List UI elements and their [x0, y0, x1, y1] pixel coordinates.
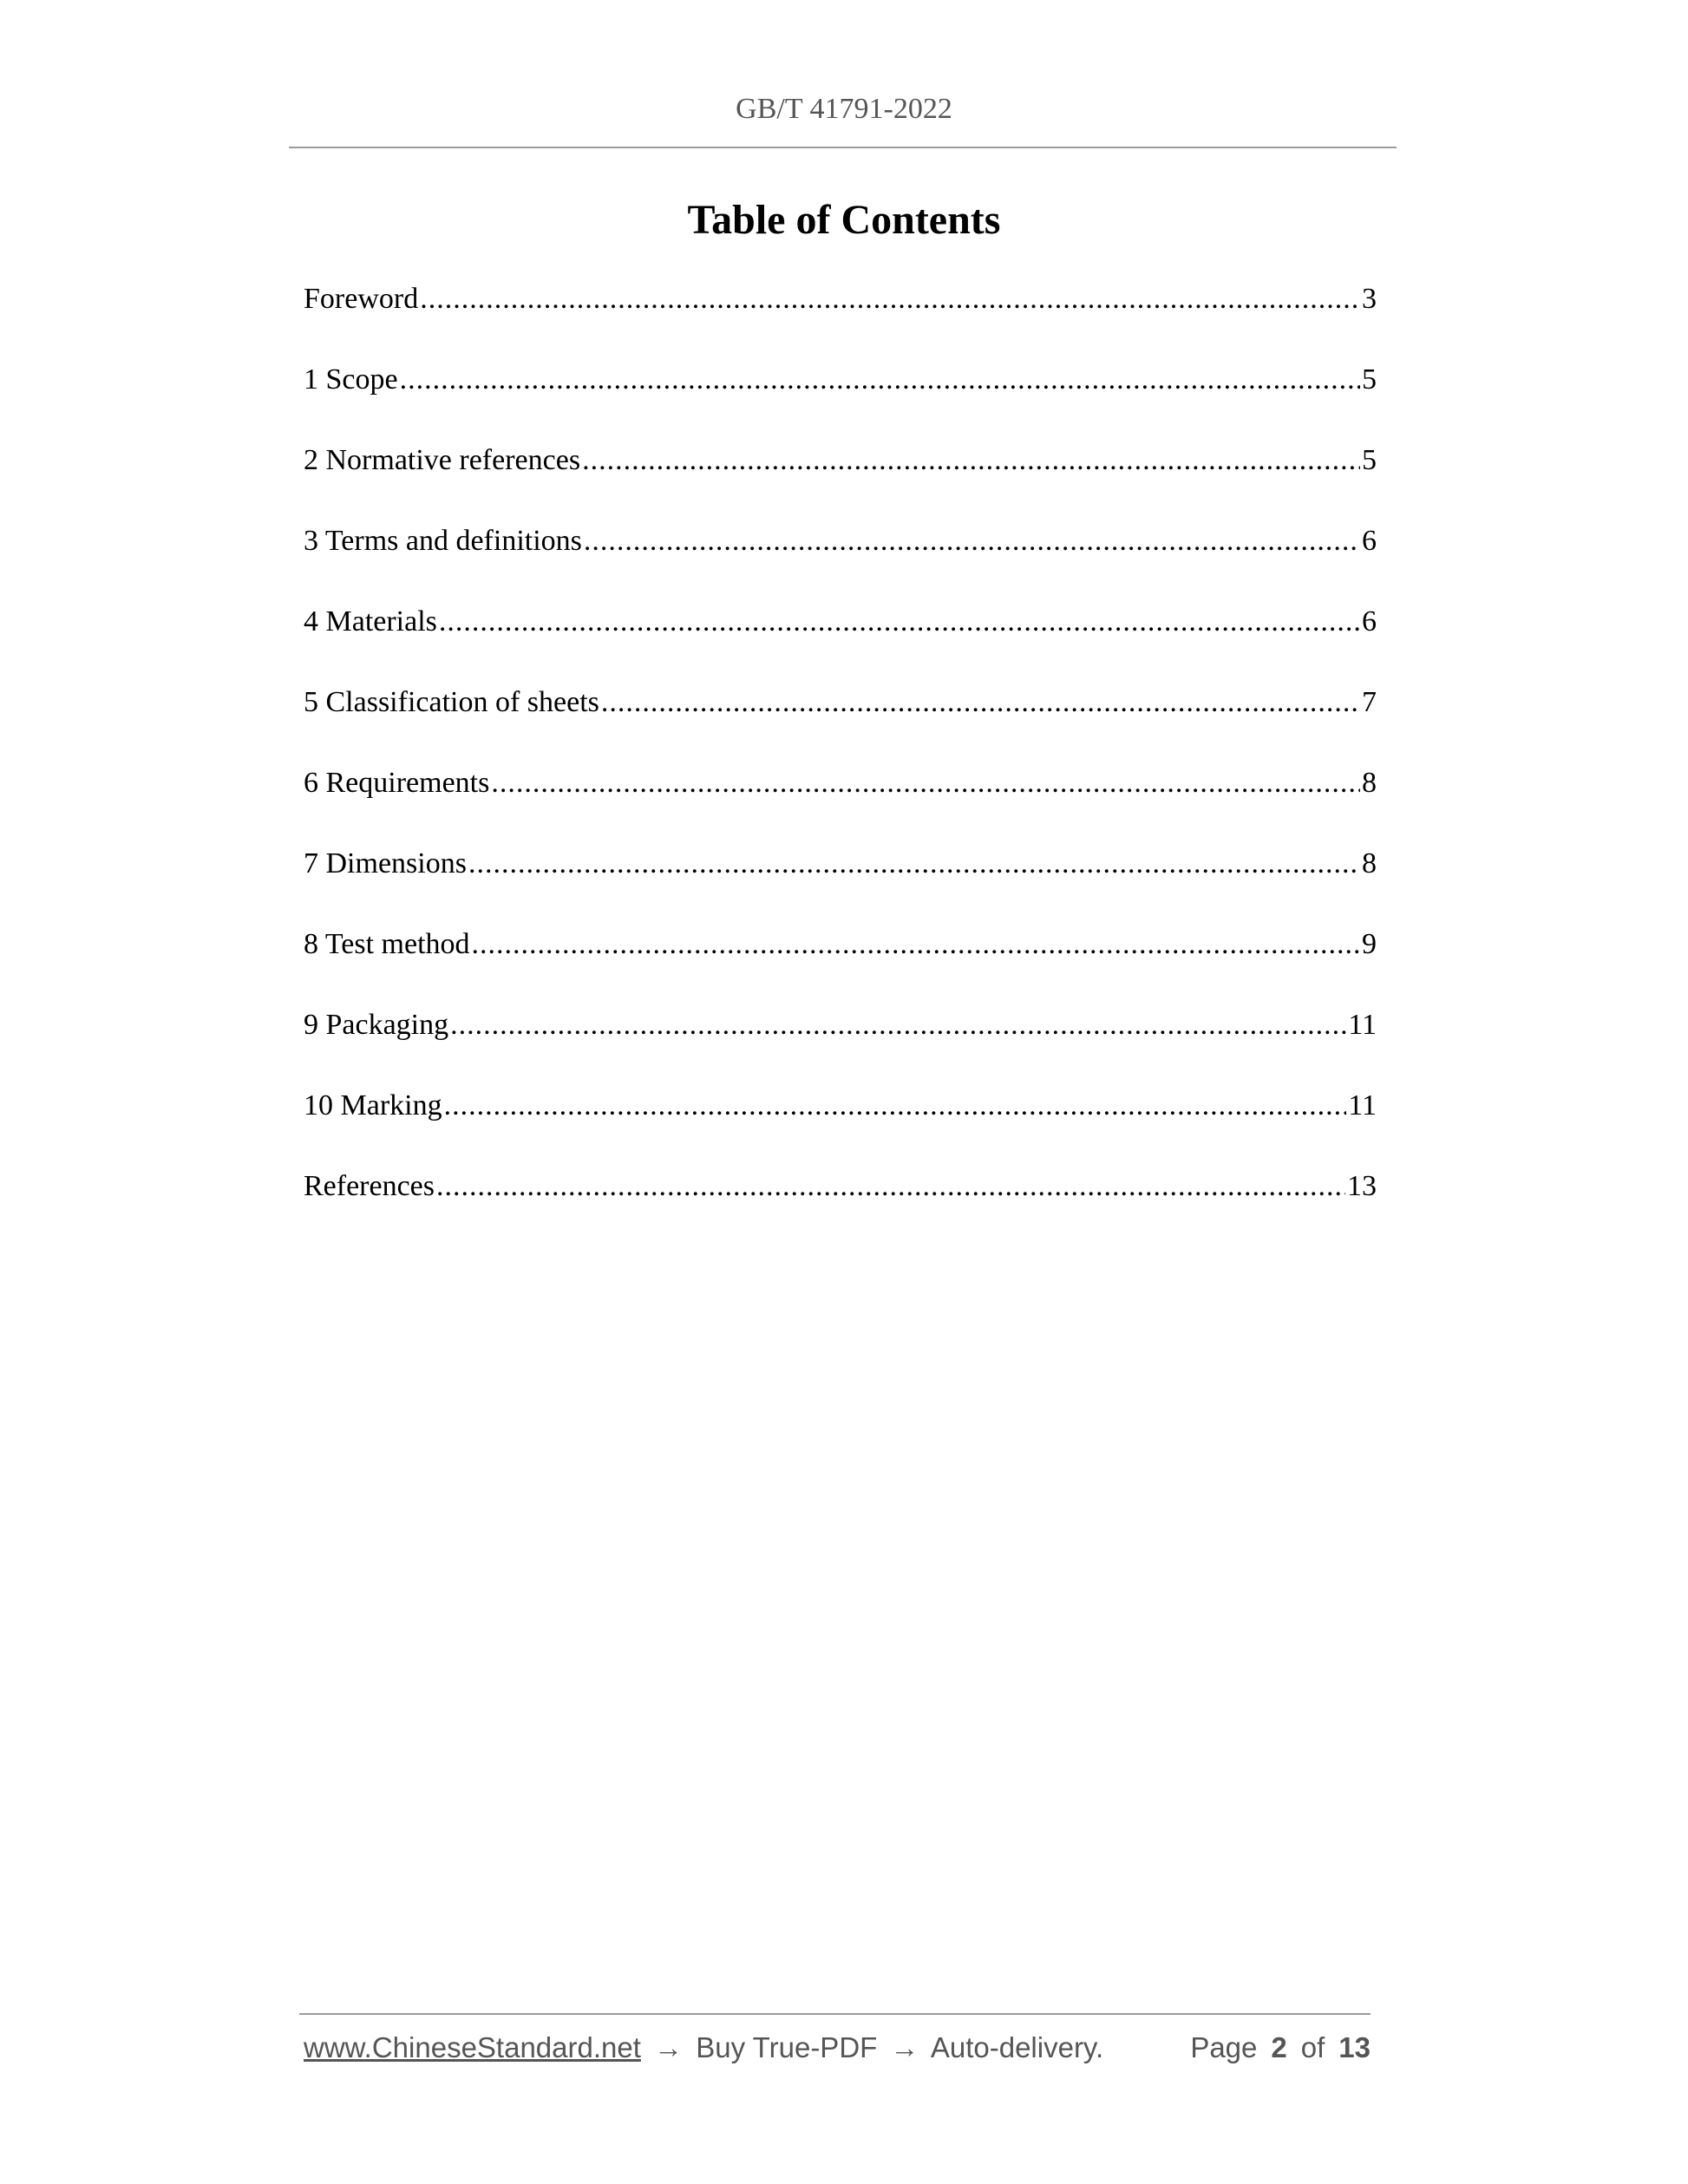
toc-entry-normative-references[interactable] — [304, 444, 1377, 525]
toc-leader-dots — [450, 1009, 1346, 1042]
toc-entry-page: 7 — [1362, 686, 1377, 718]
toc-entry-page: 5 — [1362, 363, 1377, 396]
toc-entry-dimensions[interactable] — [304, 847, 1377, 928]
toc-entry-label: 1 Scope — [304, 363, 398, 396]
toc-entry-terms-and-definitions[interactable] — [304, 525, 1377, 605]
toc-leader-dots — [584, 525, 1360, 558]
page-word: Page — [1190, 2031, 1258, 2063]
toc-entry-classification-of-sheets[interactable] — [304, 686, 1377, 767]
toc-entry-foreword[interactable] — [304, 283, 1377, 363]
toc-entry-test-method[interactable] — [304, 928, 1377, 1009]
right-arrow-icon: → — [890, 2031, 919, 2063]
toc-leader-dots — [582, 444, 1360, 477]
toc-leader-dots — [468, 847, 1360, 880]
header-doc-id: GB/T 41791-2022 — [736, 93, 952, 125]
toc-entry-page: 11 — [1348, 1089, 1377, 1121]
toc-entry-page: 5 — [1362, 444, 1377, 476]
website-link[interactable]: www.ChineseStandard.net — [304, 2031, 641, 2063]
toc-entry-label: 8 Test method — [304, 928, 470, 960]
toc-entry-page: 11 — [1348, 1009, 1377, 1041]
footer-promo — [304, 2031, 1103, 2064]
toc-entry-label: References — [304, 1170, 435, 1202]
page-total: 13 — [1338, 2031, 1371, 2063]
toc-entry-page: 9 — [1362, 928, 1377, 960]
toc-entry-packaging[interactable] — [304, 1009, 1377, 1089]
toc-entry-page: 6 — [1362, 525, 1377, 557]
toc-entry-materials[interactable] — [304, 605, 1377, 686]
toc-list — [304, 283, 1377, 1251]
footer-divider — [299, 2013, 1371, 2015]
toc-entry-label: 2 Normative references — [304, 444, 581, 476]
toc-leader-dots — [420, 283, 1360, 316]
page-current: 2 — [1271, 2031, 1287, 2063]
toc-entry-requirements[interactable] — [304, 767, 1377, 847]
toc-leader-dots — [601, 686, 1360, 719]
of-word: of — [1300, 2031, 1325, 2063]
toc-entry-label: 9 Packaging — [304, 1009, 449, 1041]
toc-leader-dots — [491, 767, 1360, 800]
delivery-text: Auto-delivery. — [930, 2031, 1104, 2063]
toc-entry-marking[interactable] — [304, 1089, 1377, 1170]
toc-entry-label: 4 Materials — [304, 605, 437, 638]
header-divider — [289, 147, 1397, 148]
toc-entry-page: 6 — [1362, 605, 1377, 638]
toc-entry-label: 10 Marking — [304, 1089, 442, 1121]
toc-entry-page: 8 — [1362, 767, 1377, 799]
toc-leader-dots — [472, 928, 1360, 961]
toc-entry-label: 7 Dimensions — [304, 847, 467, 879]
page-indicator — [1190, 2031, 1371, 2064]
toc-entry-label: Foreword — [304, 283, 419, 315]
toc-entry-label: 6 Requirements — [304, 767, 490, 799]
right-arrow-icon: → — [654, 2031, 684, 2063]
toc-entry-references[interactable] — [304, 1170, 1377, 1251]
toc-entry-label: 3 Terms and definitions — [304, 525, 582, 557]
toc-entry-scope[interactable] — [304, 363, 1377, 444]
toc-entry-page: 13 — [1347, 1170, 1377, 1202]
toc-entry-page: 3 — [1362, 283, 1377, 315]
buy-text: Buy True-PDF — [696, 2031, 878, 2063]
toc-leader-dots — [400, 363, 1360, 396]
toc-heading: Table of Contents — [687, 197, 1001, 243]
toc-entry-label: 5 Classification of sheets — [304, 686, 599, 718]
toc-entry-page: 8 — [1362, 847, 1377, 879]
page-footer — [304, 2031, 1371, 2071]
toc-leader-dots — [439, 605, 1360, 638]
toc-leader-dots — [436, 1170, 1345, 1203]
toc-leader-dots — [444, 1089, 1347, 1122]
